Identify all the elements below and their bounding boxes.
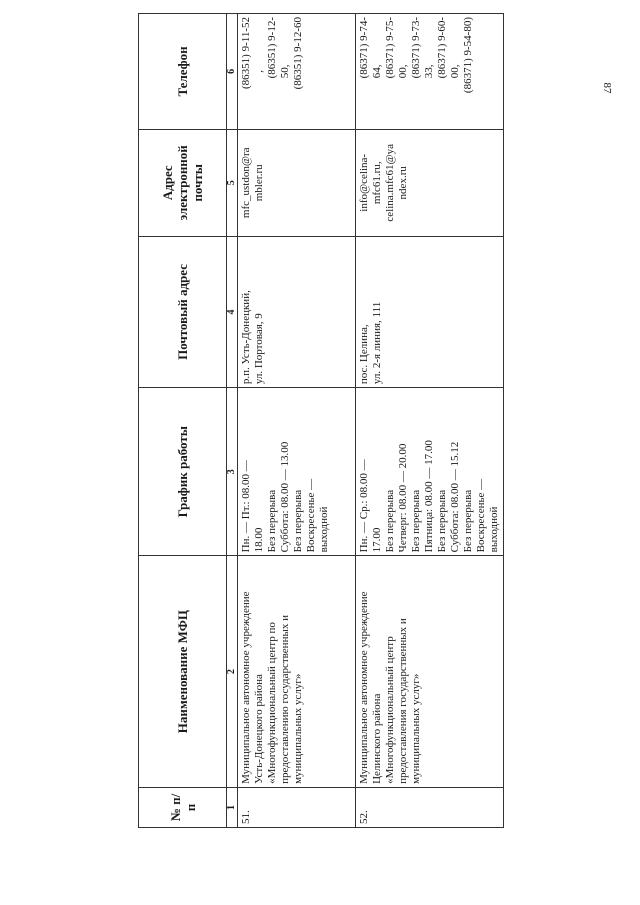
text-line: Без перерыва xyxy=(436,489,448,553)
mfc-table xyxy=(138,13,504,828)
text-line: mfc61.ru, xyxy=(371,161,383,205)
schedule-cell xyxy=(356,388,504,556)
header-email: Адрес электронной почты xyxy=(139,129,227,236)
text-line: предоставлению государственных и xyxy=(279,615,291,784)
schedule-cell xyxy=(238,388,356,556)
text-line: Воскресенье — xyxy=(305,478,317,553)
email-link[interactable]: celina.mfc61@ya xyxy=(384,143,396,222)
email-link[interactable]: info@celina- xyxy=(358,153,370,212)
text-line: Суббота: 08.00 — 13.00 xyxy=(279,441,291,553)
text-line: (86371) 9-60- xyxy=(436,17,448,79)
text-line: Без перерыва xyxy=(266,489,278,553)
text-line: 00, xyxy=(449,64,461,79)
text-line: 18.00 xyxy=(253,527,265,553)
text-line: Без перерыва xyxy=(292,489,304,553)
header-schedule: График работы xyxy=(139,388,227,556)
text-line: Пн. — Ср.: 08.00 — xyxy=(358,459,370,553)
row-number: 51. xyxy=(238,787,356,827)
text-line: Пятница: 08.00 — 17.00 xyxy=(423,440,435,553)
header-address: Почтовый адрес xyxy=(139,236,227,387)
table-header-row xyxy=(139,14,227,828)
text-line: «Многофункциональный центр xyxy=(384,636,396,784)
column-number: 5 xyxy=(227,129,238,236)
text-line: выходной xyxy=(318,506,330,553)
rotated-table-wrapper xyxy=(138,13,500,828)
text-line: муниципальных услуг» xyxy=(292,673,304,784)
text-line: Пн. — Пт.: 08.00 — xyxy=(240,460,252,553)
text-line: Целинского района xyxy=(371,693,383,784)
postal-address-cell xyxy=(356,236,504,387)
column-number-row xyxy=(227,14,238,828)
text-line: (86371) 9-75- xyxy=(384,17,396,79)
text-line: р.п. Усть-Донецкий, xyxy=(240,290,252,385)
page-number: 87 xyxy=(601,82,613,94)
table-row xyxy=(356,14,504,828)
text-line: Без перерыва xyxy=(384,489,396,553)
text-line: (86371) 9-74- xyxy=(358,17,370,79)
text-line: ул. 2-я линия, 111 xyxy=(371,301,383,385)
text-line: 50, xyxy=(279,64,291,79)
text-line: (86351) 9-12- xyxy=(266,17,278,79)
text-line: , xyxy=(253,70,265,73)
text-line: mbler.ru xyxy=(253,164,265,202)
column-number: 1 xyxy=(227,787,238,827)
text-line: 17.00 xyxy=(371,527,383,553)
text-line: Без перерыва xyxy=(462,489,474,553)
text-line: Воскресенье — xyxy=(475,478,487,553)
text-line: Без перерыва xyxy=(410,489,422,553)
text-line: 00, xyxy=(397,64,409,79)
text-line: (86371) 9-73- xyxy=(410,17,422,79)
row-number: 52. xyxy=(356,787,504,827)
text-line: «Многофункциональный центр по xyxy=(266,622,278,784)
column-number: 2 xyxy=(227,556,238,788)
column-number: 3 xyxy=(227,388,238,556)
text-line: 33, xyxy=(423,64,435,79)
email-cell xyxy=(356,129,504,236)
text-line: (86351) 9-12-60 xyxy=(292,17,304,90)
mfc-name-cell xyxy=(238,556,356,788)
header-name: Наименование МФЦ xyxy=(139,556,227,788)
column-number: 4 xyxy=(227,236,238,387)
postal-address-cell xyxy=(238,236,356,387)
mfc-name-cell xyxy=(356,556,504,788)
phone-cell xyxy=(356,14,504,130)
text-line: (86371) 9-54-80) xyxy=(462,17,474,94)
text-line: ул. Портовая, 9 xyxy=(253,313,265,385)
header-phone: Телефон xyxy=(139,14,227,130)
text-line: mfc_ustdon@ra xyxy=(240,147,252,219)
email-cell xyxy=(238,129,356,236)
text-line: (86351) 9-11-52 xyxy=(240,17,252,89)
table-row xyxy=(238,14,356,828)
text-line: пос. Целина, xyxy=(358,324,370,385)
text-line: Суббота: 08.00 — 15.12 xyxy=(449,441,461,553)
column-number: 6 xyxy=(227,14,238,130)
text-line: Четверг: 08.00 — 20.00 xyxy=(397,443,409,553)
header-num: № п/п xyxy=(139,787,227,827)
text-line: Муниципальное автономное учреждение xyxy=(358,591,370,784)
text-line: Усть-Донецкого района xyxy=(253,674,265,784)
text-line: выходной xyxy=(488,506,500,553)
text-line: Муниципальное автономное учреждение xyxy=(240,591,252,784)
text-line: ndex.ru xyxy=(397,166,409,200)
text-line: 64, xyxy=(371,64,383,79)
text-line: муниципальных услуг» xyxy=(410,673,422,784)
text-line: предоставления государственных и xyxy=(397,618,409,784)
phone-cell xyxy=(238,14,356,130)
